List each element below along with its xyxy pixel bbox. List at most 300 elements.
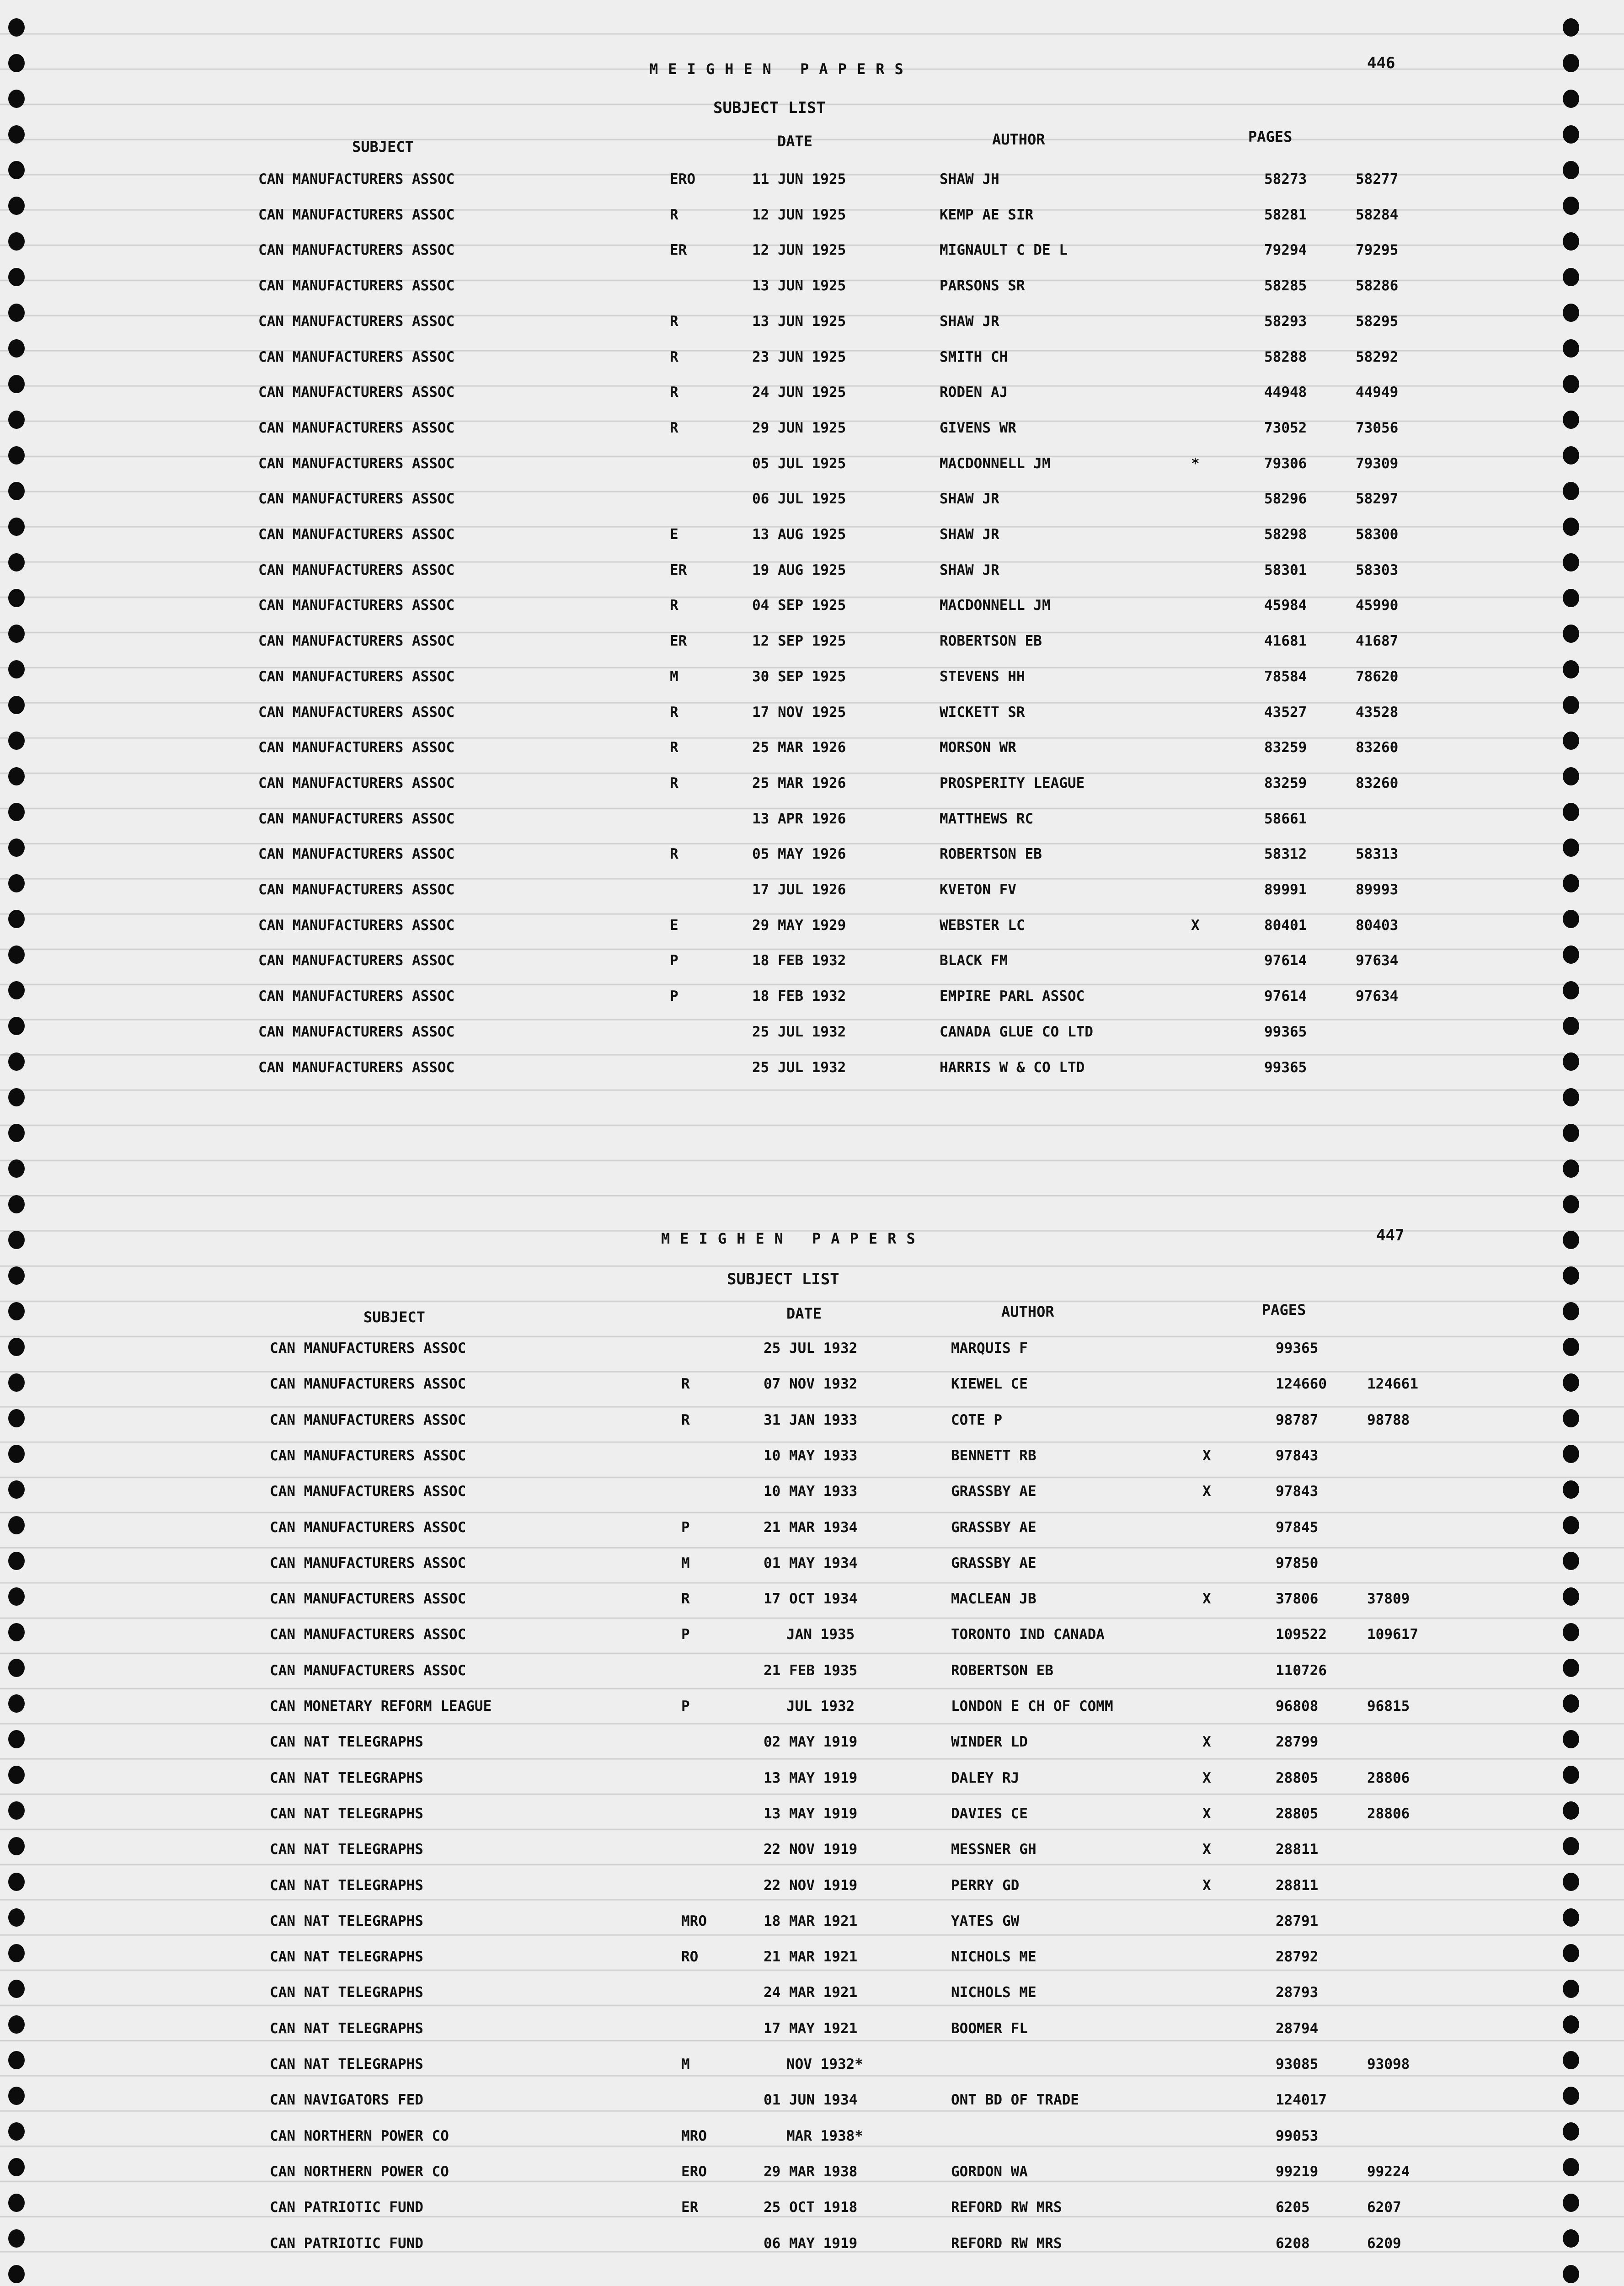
author-cell: MORSON WR <box>940 739 1016 756</box>
author-cell: COTE P <box>951 1412 1002 1428</box>
pages-end-cell: 96815 <box>1367 1698 1410 1714</box>
table-row <box>270 1483 1624 1501</box>
subject-cell: CAN MANUFACTURERS ASSOC <box>270 1412 466 1428</box>
table-row <box>270 1913 1624 1931</box>
pages-start-cell: 124017 <box>1276 2092 1327 2108</box>
subject-cell: CAN MANUFACTURERS ASSOC <box>258 313 455 330</box>
date-column-header: DATE <box>777 133 813 150</box>
pages-column-header: PAGES <box>1248 128 1293 145</box>
date-cell: 25 MAR 1926 <box>752 739 846 756</box>
author-cell: ROBERTSON EB <box>940 846 1042 862</box>
date-cell: 10 MAY 1933 <box>764 1447 858 1464</box>
pages-end-cell: 58284 <box>1356 207 1399 223</box>
listing-page-447 <box>0 1170 1624 2286</box>
subject-cell: CAN PATRIOTIC FUND <box>270 2199 423 2216</box>
page-heading: MEIGHEN PAPERS <box>661 1230 925 1247</box>
subject-cell: CAN MANUFACTURERS ASSOC <box>258 278 455 294</box>
subject-cell: CAN MANUFACTURERS ASSOC <box>258 455 455 472</box>
subject-cell: CAN MANUFACTURERS ASSOC <box>258 491 455 507</box>
subject-cell: CAN NAT TELEGRAPHS <box>270 1913 423 1929</box>
date-cell: 04 SEP 1925 <box>752 597 846 614</box>
pages-end-cell: 98788 <box>1367 1412 1410 1428</box>
date-cell: 18 FEB 1932 <box>752 988 846 1004</box>
author-cell: WINDER LD <box>951 1734 1028 1750</box>
subject-cell: CAN MANUFACTURERS ASSOC <box>258 562 455 578</box>
pages-end-cell: 58303 <box>1356 562 1399 578</box>
code-cell: ER <box>670 242 687 258</box>
subject-cell: CAN NAT TELEGRAPHS <box>270 1984 423 2001</box>
table-row <box>270 1877 1624 1896</box>
table-row <box>258 242 1624 260</box>
date-cell: 10 MAY 1933 <box>764 1483 858 1500</box>
author-cell: GRASSBY AE <box>951 1555 1036 1571</box>
pages-start-cell: 97850 <box>1276 1555 1319 1571</box>
table-row <box>258 846 1624 864</box>
pages-start-cell: 58312 <box>1264 846 1307 862</box>
pages-end-cell: 78620 <box>1356 668 1399 685</box>
table-row <box>258 207 1624 225</box>
pages-start-cell: 28805 <box>1276 1805 1319 1822</box>
author-column-header: AUTHOR <box>1001 1303 1054 1320</box>
table-row <box>270 1841 1624 1859</box>
code-cell: M <box>681 1555 690 1571</box>
subject-cell: CAN MANUFACTURERS ASSOC <box>270 1519 466 1536</box>
pages-end-cell: 28806 <box>1367 1770 1410 1786</box>
code-cell: P <box>681 1519 690 1536</box>
author-cell: WEBSTER LC <box>940 917 1025 934</box>
table-row <box>270 1984 1624 2003</box>
date-cell: 13 AUG 1925 <box>752 526 846 543</box>
author-cell: REFORD RW MRS <box>951 2235 1062 2252</box>
author-cell: MESSNER GH <box>951 1841 1036 1858</box>
date-cell: 06 MAY 1919 <box>764 2235 858 2252</box>
mark-cell: * <box>1191 455 1200 472</box>
pages-start-cell: 28811 <box>1276 1877 1319 1894</box>
table-row <box>270 2092 1624 2110</box>
pages-end-cell: 99224 <box>1367 2163 1410 2180</box>
author-cell: GRASSBY AE <box>951 1483 1036 1500</box>
author-cell: KEMP AE SIR <box>940 207 1034 223</box>
author-cell: RODEN AJ <box>940 384 1008 401</box>
author-cell: LONDON E CH OF COMM <box>951 1698 1113 1714</box>
date-cell: 17 OCT 1934 <box>764 1591 858 1607</box>
subject-cell: CAN MANUFACTURERS ASSOC <box>258 207 455 223</box>
table-row <box>270 2235 1624 2254</box>
subject-cell: CAN PATRIOTIC FUND <box>270 2235 423 2252</box>
pages-start-cell: 28811 <box>1276 1841 1319 1858</box>
pages-start-cell: 58288 <box>1264 349 1307 365</box>
table-row <box>270 1698 1624 1716</box>
pages-start-cell: 58298 <box>1264 526 1307 543</box>
pages-end-cell: 41687 <box>1356 633 1399 649</box>
subject-cell: CAN MANUFACTURERS ASSOC <box>258 917 455 934</box>
subject-cell: CAN MANUFACTURERS ASSOC <box>270 1483 466 1500</box>
pages-start-cell: 89991 <box>1264 881 1307 898</box>
table-row <box>258 455 1624 474</box>
author-cell: PROSPERITY LEAGUE <box>940 775 1085 791</box>
author-cell: REFORD RW MRS <box>951 2199 1062 2216</box>
pages-start-cell: 6205 <box>1276 2199 1310 2216</box>
mark-cell: X <box>1202 1805 1211 1822</box>
code-cell: P <box>670 952 678 969</box>
pages-start-cell: 97843 <box>1276 1483 1319 1500</box>
pages-start-cell: 58301 <box>1264 562 1307 578</box>
pages-end-cell: 44949 <box>1356 384 1399 401</box>
subject-list-title: SUBJECT LIST <box>713 99 826 117</box>
date-cell: 23 JUN 1925 <box>752 349 846 365</box>
pages-end-cell: 58286 <box>1356 278 1399 294</box>
table-row <box>270 1662 1624 1681</box>
table-row <box>258 633 1624 651</box>
date-cell: 17 NOV 1925 <box>752 704 846 721</box>
pages-start-cell: 109522 <box>1276 1626 1327 1643</box>
code-cell: ERO <box>670 171 695 187</box>
code-cell: ERO <box>681 2163 707 2180</box>
code-cell: ER <box>681 2199 699 2216</box>
author-cell: KIEWEL CE <box>951 1376 1028 1392</box>
author-cell: ONT BD OF TRADE <box>951 2092 1079 2108</box>
pages-start-cell: 124660 <box>1276 1376 1327 1392</box>
subject-cell: CAN MANUFACTURERS ASSOC <box>258 739 455 756</box>
author-cell: MACLEAN JB <box>951 1591 1036 1607</box>
pages-start-cell: 28805 <box>1276 1770 1319 1786</box>
date-cell: 18 FEB 1932 <box>752 952 846 969</box>
code-cell: R <box>670 420 678 436</box>
date-cell: 29 JUN 1925 <box>752 420 846 436</box>
subject-cell: CAN NAVIGATORS FED <box>270 2092 423 2108</box>
author-cell: MARQUIS F <box>951 1340 1028 1357</box>
pages-end-cell: 83260 <box>1356 775 1399 791</box>
pages-start-cell: 45984 <box>1264 597 1307 614</box>
code-cell: E <box>670 526 678 543</box>
page-number: 447 <box>1376 1226 1405 1244</box>
mark-cell: X <box>1202 1591 1211 1607</box>
date-cell: 22 NOV 1919 <box>764 1877 858 1894</box>
subject-cell: CAN MANUFACTURERS ASSOC <box>258 668 455 685</box>
date-cell: JAN 1935 <box>786 1626 855 1643</box>
pages-end-cell: 28806 <box>1367 1805 1410 1822</box>
date-cell: 07 NOV 1932 <box>764 1376 858 1392</box>
subject-column-header: SUBJECT <box>352 138 414 155</box>
subject-cell: CAN NAT TELEGRAPHS <box>270 1841 423 1858</box>
code-cell: R <box>670 384 678 401</box>
code-cell: M <box>670 668 678 685</box>
pages-start-cell: 58293 <box>1264 313 1307 330</box>
pages-start-cell: 6208 <box>1276 2235 1310 2252</box>
date-cell: 13 MAY 1919 <box>764 1770 858 1786</box>
table-row <box>258 171 1624 189</box>
subject-cell: CAN NAT TELEGRAPHS <box>270 1805 423 1822</box>
author-cell: ROBERTSON EB <box>951 1662 1053 1679</box>
date-cell: 29 MAR 1938 <box>764 2163 858 2180</box>
subject-cell: CAN MANUFACTURERS ASSOC <box>258 242 455 258</box>
pages-start-cell: 79294 <box>1264 242 1307 258</box>
pages-end-cell: 43528 <box>1356 704 1399 721</box>
date-cell: 25 JUL 1932 <box>764 1340 858 1357</box>
mark-cell: X <box>1202 1734 1211 1750</box>
subject-cell: CAN NAT TELEGRAPHS <box>270 1877 423 1894</box>
subject-cell: CAN NAT TELEGRAPHS <box>270 1949 423 1965</box>
subject-cell: CAN MANUFACTURERS ASSOC <box>258 811 455 827</box>
pages-end-cell: 79309 <box>1356 455 1399 472</box>
author-cell: SHAW JH <box>940 171 999 187</box>
table-row <box>258 739 1624 758</box>
author-cell: BOOMER FL <box>951 2020 1028 2037</box>
table-row <box>258 881 1624 900</box>
table-row <box>270 2056 1624 2074</box>
code-cell: MRO <box>681 1913 707 1929</box>
date-cell: 13 JUN 1925 <box>752 313 846 330</box>
pages-end-cell: 80403 <box>1356 917 1399 934</box>
table-row <box>270 1376 1624 1394</box>
table-row <box>258 349 1624 367</box>
subject-cell: CAN MANUFACTURERS ASSOC <box>258 988 455 1004</box>
author-cell: NICHOLS ME <box>951 1984 1036 2001</box>
date-cell: 05 JUL 1925 <box>752 455 846 472</box>
pages-start-cell: 80401 <box>1264 917 1307 934</box>
subject-column-header: SUBJECT <box>363 1309 425 1326</box>
table-row <box>258 988 1624 1006</box>
code-cell: P <box>670 988 678 1004</box>
code-cell: E <box>670 917 678 934</box>
date-cell: 18 MAR 1921 <box>764 1913 858 1929</box>
subject-cell: CAN MANUFACTURERS ASSOC <box>258 704 455 721</box>
table-row <box>270 1340 1624 1358</box>
subject-cell: CAN NAT TELEGRAPHS <box>270 2056 423 2072</box>
date-cell: MAR 1938* <box>786 2128 863 2144</box>
author-cell: GORDON WA <box>951 2163 1028 2180</box>
date-cell: 06 JUL 1925 <box>752 491 846 507</box>
date-cell: 21 FEB 1935 <box>764 1662 858 1679</box>
pages-start-cell: 79306 <box>1264 455 1307 472</box>
table-row <box>270 1770 1624 1788</box>
date-cell: 01 MAY 1934 <box>764 1555 858 1571</box>
author-cell: CANADA GLUE CO LTD <box>940 1024 1093 1040</box>
date-cell: 02 MAY 1919 <box>764 1734 858 1750</box>
table-row <box>270 1734 1624 1752</box>
mark-cell: X <box>1202 1841 1211 1858</box>
code-cell: R <box>670 313 678 330</box>
date-cell: 11 JUN 1925 <box>752 171 846 187</box>
table-row <box>258 278 1624 296</box>
page-heading: MEIGHEN PAPERS <box>649 60 914 78</box>
author-cell: STEVENS HH <box>940 668 1025 685</box>
author-cell: MIGNAULT C DE L <box>940 242 1068 258</box>
code-cell: MRO <box>681 2128 707 2144</box>
subject-cell: CAN NORTHERN POWER CO <box>270 2128 449 2144</box>
mark-cell: X <box>1202 1770 1211 1786</box>
pages-end-cell: 6207 <box>1367 2199 1401 2216</box>
table-row <box>258 917 1624 935</box>
table-row <box>258 420 1624 438</box>
subject-cell: CAN MANUFACTURERS ASSOC <box>258 775 455 791</box>
table-row <box>258 811 1624 829</box>
code-cell: R <box>670 846 678 862</box>
pages-start-cell: 73052 <box>1264 420 1307 436</box>
table-row <box>258 597 1624 615</box>
date-cell: 12 JUN 1925 <box>752 207 846 223</box>
code-cell: ER <box>670 633 687 649</box>
pages-start-cell: 83259 <box>1264 775 1307 791</box>
pages-start-cell: 28791 <box>1276 1913 1319 1929</box>
author-cell: GRASSBY AE <box>951 1519 1036 1536</box>
pages-end-cell: 93098 <box>1367 2056 1410 2072</box>
date-cell: 13 JUN 1925 <box>752 278 846 294</box>
author-cell: SHAW JR <box>940 526 999 543</box>
pages-start-cell: 78584 <box>1264 668 1307 685</box>
date-cell: 01 JUN 1934 <box>764 2092 858 2108</box>
pages-end-cell: 97634 <box>1356 988 1399 1004</box>
date-cell: 25 MAR 1926 <box>752 775 846 791</box>
pages-end-cell: 58292 <box>1356 349 1399 365</box>
subject-cell: CAN NORTHERN POWER CO <box>270 2163 449 2180</box>
code-cell: R <box>670 207 678 223</box>
pages-start-cell: 93085 <box>1276 2056 1319 2072</box>
author-cell: ROBERTSON EB <box>940 633 1042 649</box>
date-cell: 25 OCT 1918 <box>764 2199 858 2216</box>
subject-cell: CAN MANUFACTURERS ASSOC <box>258 846 455 862</box>
table-row <box>270 1591 1624 1609</box>
code-cell: M <box>681 2056 690 2072</box>
subject-cell: CAN MANUFACTURERS ASSOC <box>258 349 455 365</box>
pages-start-cell: 28792 <box>1276 1949 1319 1965</box>
author-cell: SMITH CH <box>940 349 1008 365</box>
table-row <box>258 775 1624 793</box>
pages-start-cell: 58661 <box>1264 811 1307 827</box>
table-row <box>258 668 1624 687</box>
date-column-header: DATE <box>786 1305 822 1322</box>
mark-cell: X <box>1202 1877 1211 1894</box>
author-cell: GIVENS WR <box>940 420 1016 436</box>
table-row <box>258 952 1624 971</box>
date-cell: 29 MAY 1929 <box>752 917 846 934</box>
pages-end-cell: 58277 <box>1356 171 1399 187</box>
table-row <box>270 1519 1624 1538</box>
pages-end-cell: 109617 <box>1367 1626 1418 1643</box>
table-row <box>258 313 1624 331</box>
code-cell: R <box>670 704 678 721</box>
pages-start-cell: 98787 <box>1276 1412 1319 1428</box>
mark-cell: X <box>1191 917 1200 934</box>
pages-end-cell: 83260 <box>1356 739 1399 756</box>
pages-end-cell: 124661 <box>1367 1376 1418 1392</box>
date-cell: 24 JUN 1925 <box>752 384 846 401</box>
author-column-header: AUTHOR <box>992 131 1045 148</box>
date-cell: NOV 1932* <box>786 2056 863 2072</box>
pages-start-cell: 96808 <box>1276 1698 1319 1714</box>
code-cell: ER <box>670 562 687 578</box>
table-row <box>270 1949 1624 1967</box>
pages-start-cell: 43527 <box>1264 704 1307 721</box>
author-cell: SHAW JR <box>940 562 999 578</box>
pages-end-cell: 58297 <box>1356 491 1399 507</box>
author-cell: BENNETT RB <box>951 1447 1036 1464</box>
author-cell: WICKETT SR <box>940 704 1025 721</box>
pages-end-cell: 79295 <box>1356 242 1399 258</box>
table-row <box>258 384 1624 402</box>
pages-start-cell: 58285 <box>1264 278 1307 294</box>
author-cell: PERRY GD <box>951 1877 1020 1894</box>
subject-cell: CAN MANUFACTURERS ASSOC <box>258 881 455 898</box>
code-cell: P <box>681 1626 690 1643</box>
table-row <box>270 1412 1624 1430</box>
subject-cell: CAN MANUFACTURERS ASSOC <box>258 420 455 436</box>
pages-end-cell: 73056 <box>1356 420 1399 436</box>
author-cell: TORONTO IND CANADA <box>951 1626 1105 1643</box>
mark-cell: X <box>1202 1483 1211 1500</box>
author-cell: SHAW JR <box>940 313 999 330</box>
code-cell: R <box>670 597 678 614</box>
subject-cell: CAN MANUFACTURERS ASSOC <box>270 1376 466 1392</box>
table-row <box>270 2128 1624 2146</box>
table-row <box>258 1024 1624 1042</box>
author-cell: SHAW JR <box>940 491 999 507</box>
pages-start-cell: 99219 <box>1276 2163 1319 2180</box>
pages-start-cell: 28799 <box>1276 1734 1319 1750</box>
page-number: 446 <box>1367 54 1395 72</box>
author-cell: NICHOLS ME <box>951 1949 1036 1965</box>
pages-column-header: PAGES <box>1262 1301 1306 1319</box>
pages-end-cell: 58313 <box>1356 846 1399 862</box>
date-cell: 22 NOV 1919 <box>764 1841 858 1858</box>
date-cell: 17 JUL 1926 <box>752 881 846 898</box>
date-cell: 25 JUL 1932 <box>752 1059 846 1076</box>
table-row <box>270 1805 1624 1824</box>
pages-end-cell: 58295 <box>1356 313 1399 330</box>
pages-start-cell: 110726 <box>1276 1662 1327 1679</box>
subject-cell: CAN MANUFACTURERS ASSOC <box>258 597 455 614</box>
pages-start-cell: 58281 <box>1264 207 1307 223</box>
subject-cell: CAN MANUFACTURERS ASSOC <box>270 1591 466 1607</box>
code-cell: R <box>670 739 678 756</box>
author-cell: BLACK FM <box>940 952 1008 969</box>
subject-cell: CAN MONETARY REFORM LEAGUE <box>270 1698 492 1714</box>
author-cell: MACDONNELL JM <box>940 455 1051 472</box>
code-cell: R <box>681 1412 690 1428</box>
date-cell: 30 SEP 1925 <box>752 668 846 685</box>
table-row <box>258 1059 1624 1078</box>
code-cell: RO <box>681 1949 699 1965</box>
author-cell: YATES GW <box>951 1913 1020 1929</box>
table-row <box>258 562 1624 580</box>
mark-cell: X <box>1202 1447 1211 1464</box>
subject-cell: CAN MANUFACTURERS ASSOC <box>258 526 455 543</box>
table-row <box>270 2199 1624 2217</box>
pages-start-cell: 97614 <box>1264 988 1307 1004</box>
table-row <box>258 704 1624 722</box>
table-row <box>270 1447 1624 1466</box>
date-cell: 21 MAR 1934 <box>764 1519 858 1536</box>
subject-list-title: SUBJECT LIST <box>727 1270 839 1288</box>
subject-cell: CAN MANUFACTURERS ASSOC <box>258 1024 455 1040</box>
author-cell: MACDONNELL JM <box>940 597 1051 614</box>
pages-end-cell: 58300 <box>1356 526 1399 543</box>
table-row <box>258 526 1624 545</box>
pages-start-cell: 58273 <box>1264 171 1307 187</box>
pages-start-cell: 99365 <box>1264 1024 1307 1040</box>
subject-cell: CAN MANUFACTURERS ASSOC <box>258 1059 455 1076</box>
pages-start-cell: 28794 <box>1276 2020 1319 2037</box>
subject-cell: CAN MANUFACTURERS ASSOC <box>258 171 455 187</box>
subject-cell: CAN NAT TELEGRAPHS <box>270 1770 423 1786</box>
table-row <box>270 2163 1624 2182</box>
table-row <box>258 491 1624 509</box>
author-cell: DAVIES CE <box>951 1805 1028 1822</box>
pages-start-cell: 99365 <box>1276 1340 1319 1357</box>
pages-start-cell: 99053 <box>1276 2128 1319 2144</box>
pages-start-cell: 41681 <box>1264 633 1307 649</box>
pages-end-cell: 37809 <box>1367 1591 1410 1607</box>
